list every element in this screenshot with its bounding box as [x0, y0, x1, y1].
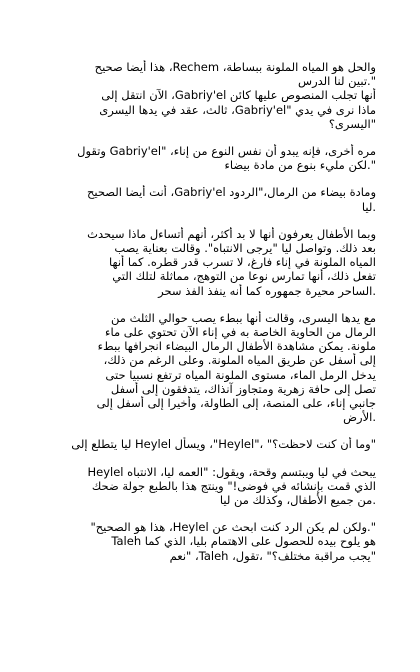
- text-line: تفعل ذلك، أنها تمارس نوعا من التوهج، مماثلة لتلك التي: [112, 269, 376, 284]
- paragraph-8: [44, 520, 376, 563]
- text-line: "يجب مراقبة مختلف؟" ،تقول، Taleh، "نعم: [169, 548, 376, 563]
- text-line: أنها تجلب المنصوص عليها كائن Gabriy'el، الآن انتقل إلى: [101, 88, 376, 103]
- text-line: مره أخرى، فإنه يبدو أن نفس النوع من إناء، "Gabriy'el وتقول: [77, 144, 376, 159]
- text-line: .ليا: [361, 199, 376, 214]
- text-line: بعد ذلك. وتواصل ليا "يرجى الانتباه". وقالت بعناية يصب: [114, 241, 376, 256]
- paragraph-6: [44, 437, 376, 451]
- document-body: [44, 60, 376, 563]
- text-line: وبما الأطفال يعرفون أنها لا بد أكثر، أنهم أتساءل ماذا سيحدث: [87, 226, 376, 241]
- text-line: ".تبين لنا الدرس: [298, 74, 376, 89]
- text-line: الذي قمت بإنشائه في فوضى!" وينتج هذا بالطبع جولة ضحك: [91, 478, 376, 493]
- paragraph-4: [44, 227, 376, 298]
- text-line: ".ولكن لم يكن الرد كنت ابحث عن Heylel، هذا هو الصحيح": [90, 520, 376, 535]
- text-line: ملونة. يمكن مشاهدة الأطفال الرمال البيضاء انجرافها ببطء: [97, 339, 376, 354]
- text-line: هو يلوح بيده للحصول على الاهتمام بليا، الذي كما Taleh: [111, 534, 376, 549]
- text-line: ومادة بيضاء من الرمال،"الردود Gabriy'el، أنت أيضا الصحيح: [86, 185, 376, 200]
- paragraph-2: [44, 144, 376, 172]
- paragraph-3: [44, 185, 376, 213]
- text-line: إلى أسفل عن طريق المياه الملونة. وعلى الرغم من ذلك،: [103, 353, 376, 368]
- text-line: جانبي إناء، على المنصة، إلى الطاولة، وأخيرا إلى أسفل إلى: [96, 396, 376, 411]
- text-line: "وما أن كنت لاحظت؟" ،"Heylel"، ويسأل Heylel ليا يتطلع إلى: [71, 437, 376, 452]
- text-line: .الساحر محيرة جمهوره كما أنه ينفذ الفذ سحر: [158, 283, 376, 298]
- text-line: تصل إلى حافة زهرية ومتجاوز آنذاك، يتدفقون إلى أسفل: [110, 381, 376, 396]
- paragraph-5: [44, 311, 376, 425]
- paragraph-7: [44, 465, 376, 508]
- text-line: يبحث في ليا ويبتسم وقحة، ويقول: "العمه ليا، الانتباه Heylel: [87, 464, 376, 479]
- text-line: "اليسرى؟: [328, 116, 376, 131]
- text-line: يدخل الرمل الماء، مستوى الملونة المياه ترتفع نسبيا حتى: [105, 367, 376, 382]
- text-line: مع يدها اليسرى، وقالت أنها ببطء يصب حوالي الثلث من: [111, 310, 376, 325]
- text-line: .من جميع الأطفال، وكذلك من ليا: [219, 493, 376, 508]
- text-line: الرمال من الحاوية الخاصة به في إناء الآن تحتوي على ماء: [105, 325, 376, 340]
- text-line: المياه الملونة في إناء فارغ، لا تسرب قدر قطره. كما أنها: [109, 255, 376, 270]
- text-line: .الأرض: [343, 410, 376, 425]
- text-line: ماذا نرى في يدي "Gabriy'el، ثالث، عقد في يدها اليسرى: [99, 102, 376, 117]
- text-line: ".لكن مليء بنوع من مادة بيضاء: [224, 158, 376, 173]
- paragraph-1: [44, 60, 376, 131]
- text-line: والحل هو المياه الملونة ببساطة، Rechem، هذا أيضا صحيح: [94, 60, 376, 74]
